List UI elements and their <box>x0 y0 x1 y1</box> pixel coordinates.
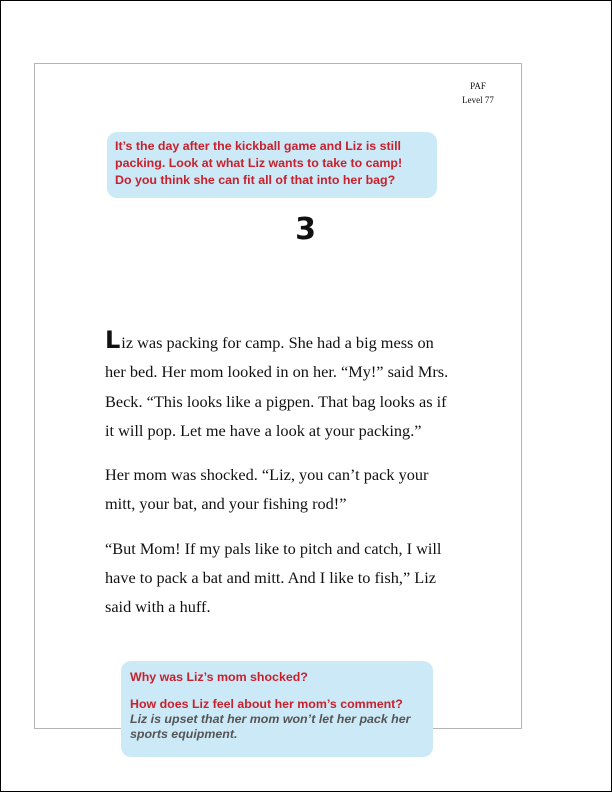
intro-line-1: It’s the day after the kickball game and Liz is still <box>115 139 401 153</box>
story-paragraph-3: “But Mom! If my pals like to pitch and catch, I will have to pack a bat and mitt. And I like to fish,” Liz said with a huff. <box>105 538 442 617</box>
header-series: PAF <box>470 81 486 91</box>
story-text <box>105 328 451 637</box>
question-1: Why was Liz’s mom shocked? <box>130 670 308 684</box>
intro-line-2: packing. Look at what Liz wants to take to camp! <box>115 156 403 170</box>
story-paragraph-1 <box>105 328 451 445</box>
answer-line-2: sports equipment. <box>130 727 238 741</box>
question-callout <box>121 661 433 757</box>
answer-line-1: Liz is upset that her mom won’t let her pack her <box>130 712 411 726</box>
drop-cap: L <box>105 326 121 354</box>
chapter-number: 3 <box>295 212 317 247</box>
story-paragraph-2: Her mom was shocked. “Liz, you can’t pack your mitt, your bat, and your fishing rod!” <box>105 465 429 514</box>
intro-callout <box>107 132 437 198</box>
question-2: How does Liz feel about her mom’s comment? <box>130 697 403 711</box>
paragraph-1-text: iz was packing for camp. She had a big mess on her bed. Her mom looked in on her. “My!” said Mrs. Beck. “This looks like a pigpen. That bag looks as if it will pop. Let me have a look at your packing.” <box>105 333 449 440</box>
page-header <box>438 79 518 107</box>
intro-line-3: Do you think she can fit all of that into her bag? <box>115 173 396 187</box>
header-level: Level 77 <box>462 95 494 105</box>
